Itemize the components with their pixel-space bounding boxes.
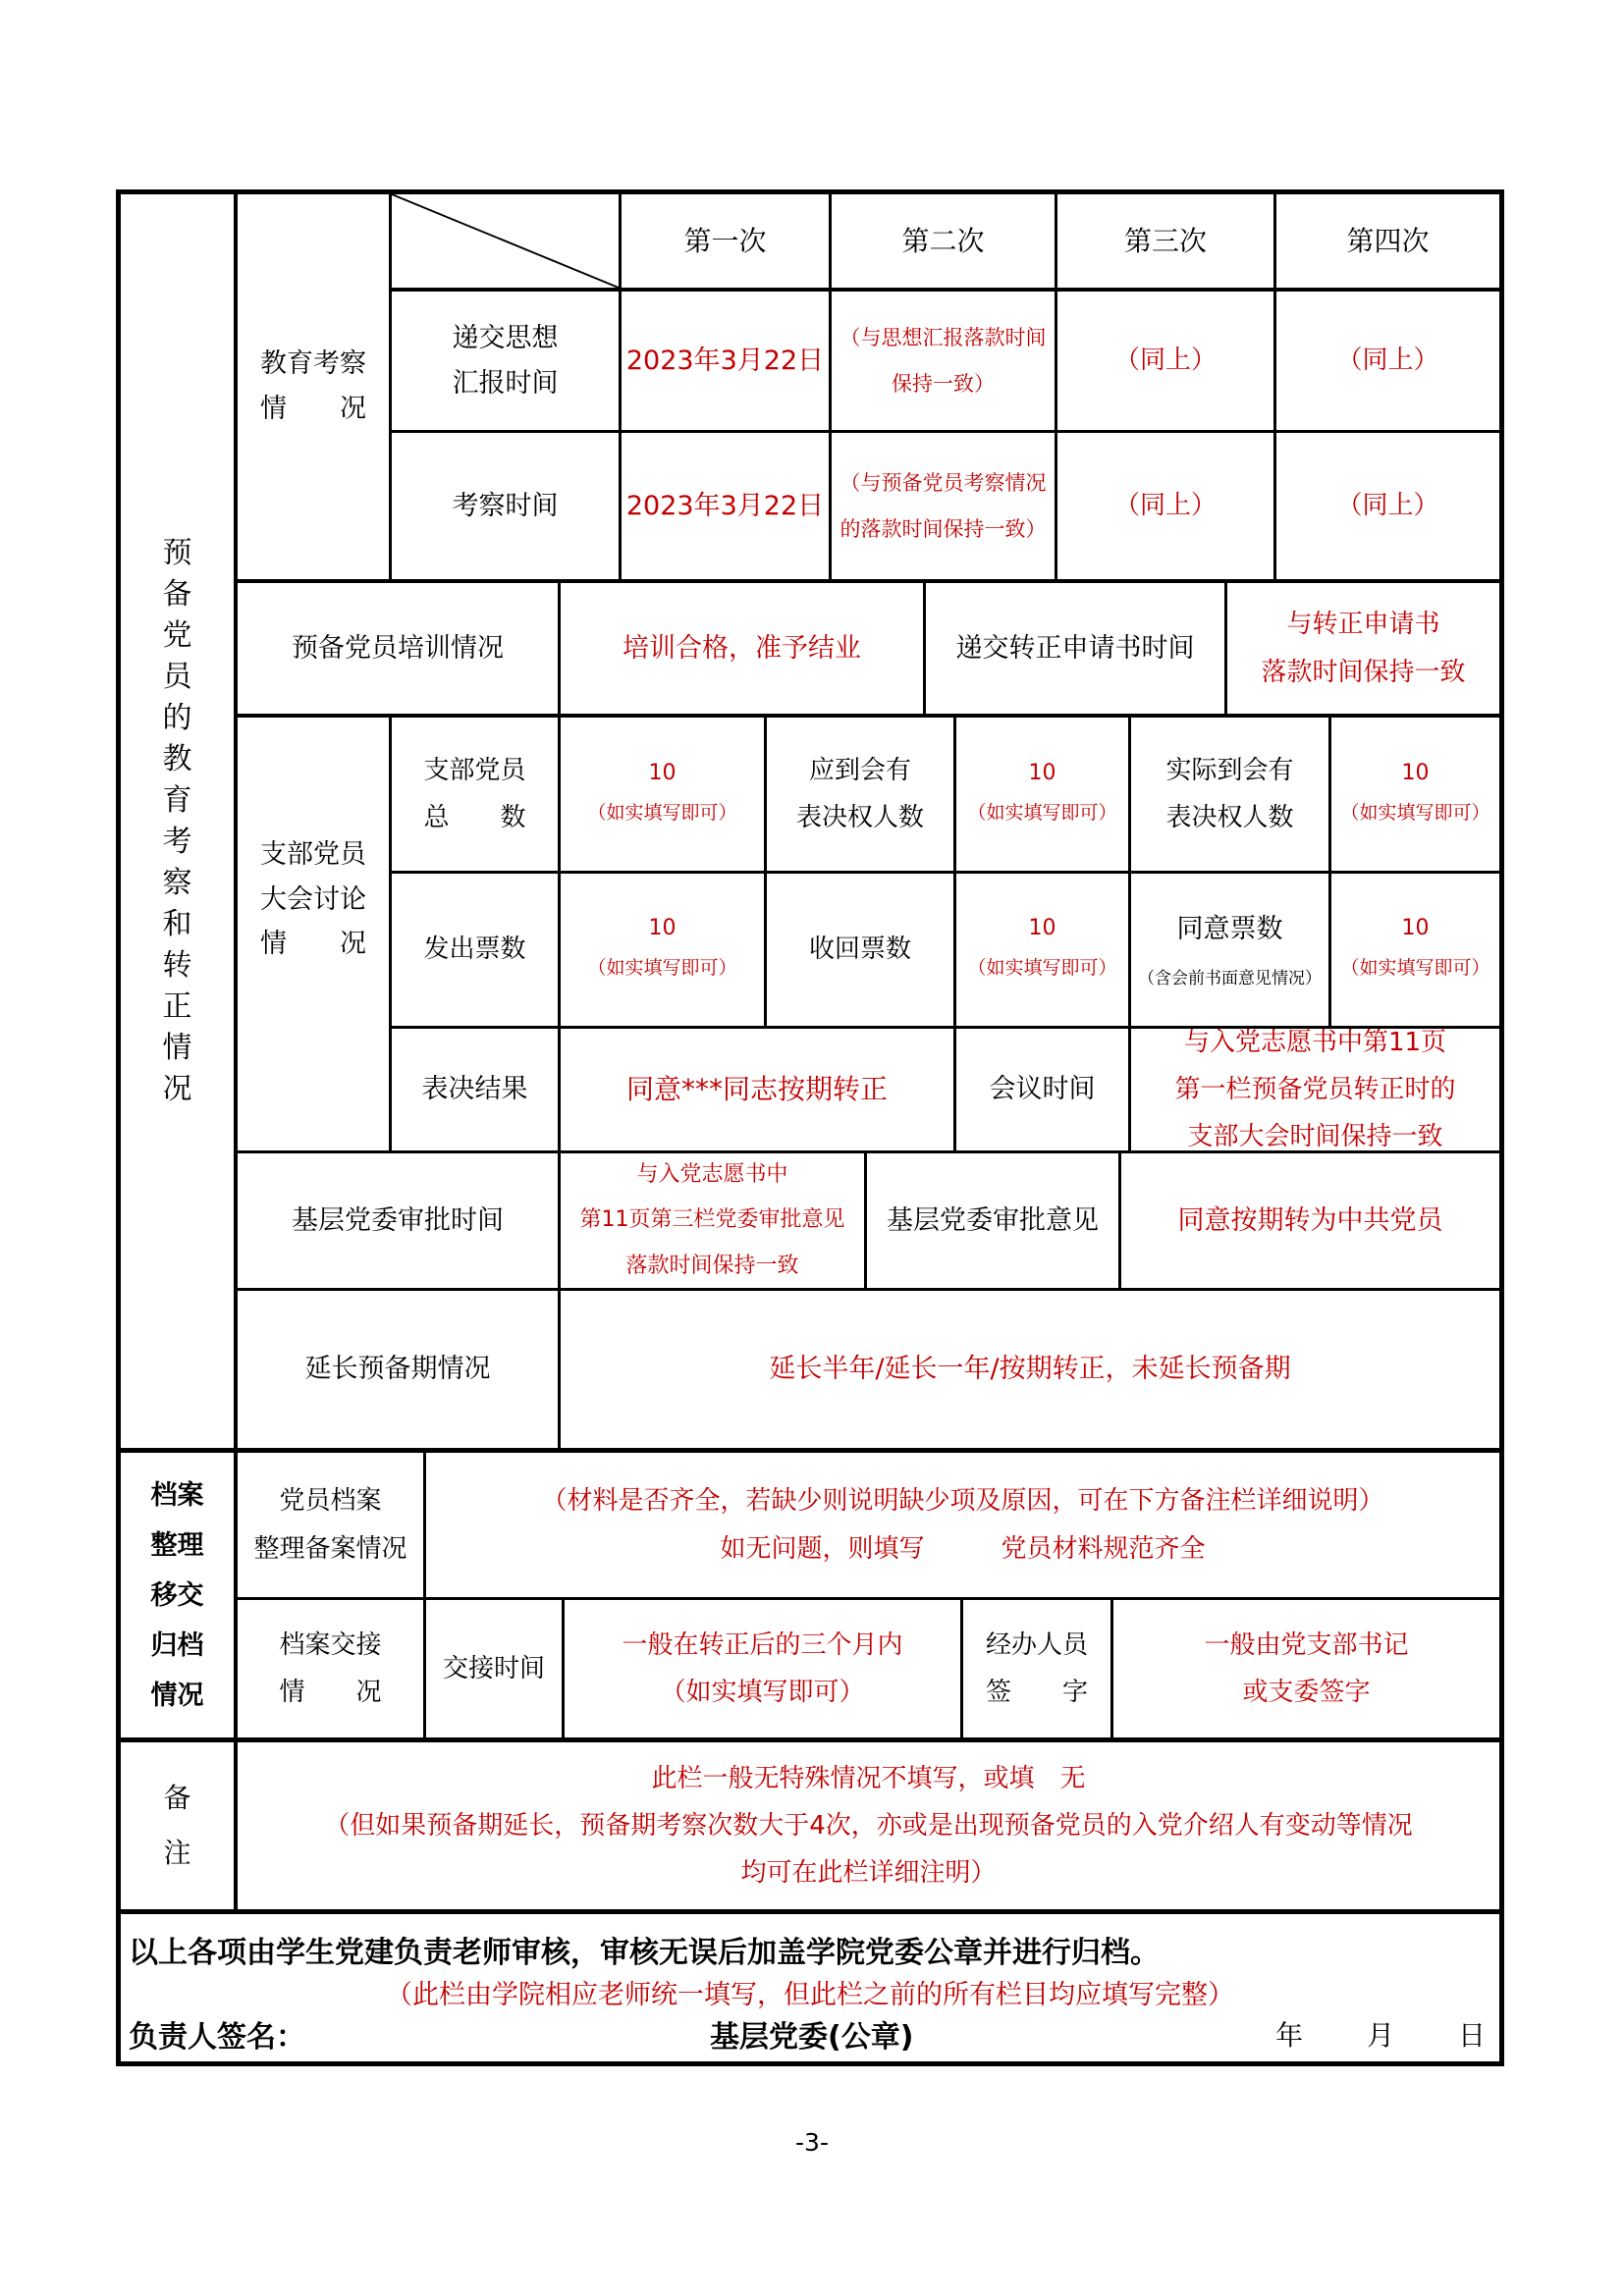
section1-char: 的 bbox=[162, 700, 192, 735]
archive-record-label bbox=[238, 1453, 426, 1600]
returned-ballots-value bbox=[956, 874, 1131, 1029]
present-voters-label bbox=[1131, 718, 1331, 874]
training-label: 预备党员培训情况 bbox=[238, 583, 561, 718]
eligible-voters-number: 10 bbox=[1028, 760, 1056, 785]
handler-signature-label bbox=[963, 1600, 1113, 1742]
inspection-note-line: 的落款时间保持一致） bbox=[839, 516, 1047, 541]
remarks-content bbox=[238, 1742, 1499, 1914]
section-label-archive bbox=[121, 1453, 238, 1742]
present-voters-number: 10 bbox=[1401, 760, 1430, 785]
total-members-line: 总 数 bbox=[423, 803, 526, 832]
section1-char: 考 bbox=[162, 824, 192, 859]
date-fill-in bbox=[1220, 2014, 1486, 2054]
total-members-value bbox=[561, 718, 767, 874]
section1-char: 正 bbox=[162, 988, 192, 1024]
transfer-application-time-label: 递交转正申请书时间 bbox=[926, 583, 1227, 718]
meeting-time-note-line: 第一栏预备党员转正时的 bbox=[1174, 1074, 1456, 1104]
present-voters-line: 表决权人数 bbox=[1165, 803, 1294, 832]
section1-char: 员 bbox=[162, 659, 192, 694]
returned-ballots-note: （如实填写即可） bbox=[967, 957, 1117, 980]
edu-group-label-line: 教育考察 bbox=[260, 348, 366, 380]
meeting-group-line: 支部党员 bbox=[260, 838, 366, 870]
transfer-note-line: 与转正申请书 bbox=[1286, 610, 1440, 640]
audit-signature-band bbox=[121, 1914, 1499, 2061]
issued-ballots-note: （如实填写即可） bbox=[587, 957, 737, 980]
vote-result-value: 同意***同志按期转正 bbox=[561, 1029, 956, 1153]
thought-report-time-2 bbox=[832, 292, 1057, 433]
inspection-time-3: （同上） bbox=[1057, 433, 1276, 583]
section2-line: 情况 bbox=[150, 1680, 204, 1711]
eligible-voters-line: 应到会有 bbox=[808, 755, 911, 785]
section2-line: 移交 bbox=[150, 1579, 204, 1611]
thought-report-time-4: （同上） bbox=[1276, 292, 1499, 433]
section1-char: 党 bbox=[162, 617, 192, 653]
thought-note-line: 保持一致） bbox=[892, 371, 995, 396]
header-attempt-2: 第二次 bbox=[832, 194, 1057, 292]
section2-line: 档案 bbox=[150, 1479, 204, 1511]
meeting-time-note-line: 与入党志愿书中第11页 bbox=[1183, 1027, 1447, 1057]
total-members-number: 10 bbox=[648, 760, 677, 785]
probation-record-table bbox=[116, 189, 1504, 2066]
header-attempt-1: 第一次 bbox=[622, 194, 832, 292]
committee-approval-time-note bbox=[561, 1153, 867, 1291]
approval-time-note-line: 与入党志愿书中 bbox=[636, 1162, 788, 1188]
header-attempt-3: 第三次 bbox=[1057, 194, 1276, 292]
transfer-application-time-note bbox=[1227, 583, 1499, 718]
total-members-line: 支部党员 bbox=[423, 755, 526, 785]
section-label-remarks bbox=[121, 1742, 238, 1914]
section-label-probation-education bbox=[121, 194, 238, 1453]
remarks-label-char: 备 bbox=[163, 1782, 191, 1814]
section1-char: 育 bbox=[162, 782, 192, 818]
month-label: 月 bbox=[1367, 2019, 1395, 2052]
committee-approval-opinion-label: 基层党委审批意见 bbox=[867, 1153, 1121, 1291]
section1-char: 转 bbox=[162, 947, 192, 983]
approval-time-note-line: 第11页第三栏党委审批意见 bbox=[579, 1207, 845, 1233]
agree-votes-title: 同意票数 bbox=[1176, 913, 1283, 944]
committee-approval-opinion-value: 同意按期转为中共党员 bbox=[1121, 1153, 1499, 1291]
extension-label: 延长预备期情况 bbox=[238, 1291, 561, 1453]
audit-statement: 以上各项由学生党建负责老师审核，审核无误后加盖学院党委公章并进行归档。 bbox=[129, 1936, 1160, 1970]
handler-signature-note-line: 一般由党支部书记 bbox=[1204, 1629, 1409, 1660]
section1-char: 和 bbox=[162, 906, 192, 941]
eligible-voters-label bbox=[767, 718, 956, 874]
handover-time-note bbox=[565, 1600, 963, 1742]
thought-label-line: 汇报时间 bbox=[452, 367, 559, 399]
diagonal-divider-line bbox=[392, 194, 619, 288]
handler-signature-note-line: 或支委签字 bbox=[1242, 1678, 1371, 1707]
extension-value: 延长半年/延长一年/按期转正，未延长预备期 bbox=[561, 1291, 1499, 1453]
agree-votes-value bbox=[1331, 874, 1499, 1029]
handler-signature-note bbox=[1113, 1600, 1499, 1742]
issued-ballots-label: 发出票数 bbox=[392, 874, 561, 1029]
year-label: 年 bbox=[1275, 2019, 1304, 2052]
meeting-group-line: 情 况 bbox=[260, 929, 366, 960]
handler-signature-line: 签 字 bbox=[985, 1678, 1088, 1707]
total-members-label bbox=[392, 718, 561, 874]
training-result: 培训合格，准予结业 bbox=[561, 583, 926, 718]
agree-votes-label bbox=[1131, 874, 1331, 1029]
edu-group-label-line: 情 况 bbox=[260, 394, 366, 424]
section1-char: 情 bbox=[162, 1030, 192, 1065]
section2-line: 整理 bbox=[150, 1529, 204, 1561]
handover-time-label: 交接时间 bbox=[426, 1600, 565, 1742]
responsible-signature-label: 负责人签名： bbox=[129, 2020, 305, 2055]
inspection-time-1: 2023年3月22日 bbox=[622, 433, 832, 583]
thought-label-line: 递交思想 bbox=[452, 322, 559, 353]
returned-ballots-label: 收回票数 bbox=[767, 874, 956, 1029]
committee-approval-time-label: 基层党委审批时间 bbox=[238, 1153, 561, 1291]
eligible-voters-note: （如实填写即可） bbox=[967, 801, 1117, 824]
eligible-voters-line: 表决权人数 bbox=[795, 803, 924, 832]
transfer-note-line: 落款时间保持一致 bbox=[1261, 657, 1466, 687]
meeting-group-line: 大会讨论 bbox=[260, 883, 366, 915]
edu-inspection-group-label bbox=[238, 194, 392, 583]
issued-ballots-value bbox=[561, 874, 767, 1029]
agree-votes-number: 10 bbox=[1401, 916, 1430, 941]
header-attempt-4: 第四次 bbox=[1276, 194, 1499, 292]
inspection-note-line: （与预备党员考察情况 bbox=[839, 471, 1047, 496]
archive-handover-label bbox=[238, 1600, 426, 1742]
meeting-time-label: 会议时间 bbox=[956, 1029, 1131, 1153]
remarks-line: 此栏一般无特殊情况不填写，或填 无 bbox=[651, 1763, 1086, 1793]
inspection-time-4: （同上） bbox=[1276, 433, 1499, 583]
thought-report-time-3: （同上） bbox=[1057, 292, 1276, 433]
issued-ballots-number: 10 bbox=[648, 916, 677, 941]
page-number: -3- bbox=[795, 2128, 829, 2157]
day-label: 日 bbox=[1457, 2019, 1486, 2052]
archive-record-line: 党员档案 bbox=[279, 1486, 382, 1517]
archive-handover-line: 档案交接 bbox=[279, 1629, 382, 1660]
agree-votes-note: （如实填写即可） bbox=[1340, 957, 1490, 980]
agree-votes-sub: （含会前书面意见情况） bbox=[1138, 968, 1322, 988]
section2-line: 归档 bbox=[150, 1629, 204, 1661]
archive-handover-line: 情 况 bbox=[279, 1678, 382, 1707]
section1-char: 察 bbox=[162, 865, 192, 900]
header-diagonal-cell bbox=[392, 194, 622, 292]
approval-time-note-line: 落款时间保持一致 bbox=[625, 1253, 799, 1278]
inspection-time-label: 考察时间 bbox=[392, 433, 622, 583]
returned-ballots-number: 10 bbox=[1028, 916, 1056, 941]
meeting-time-note-line: 支部大会时间保持一致 bbox=[1187, 1122, 1443, 1152]
audit-note: （此栏由学院相应老师统一填写，但此栏之前的所有栏目均应填写完整） bbox=[386, 1980, 1234, 2010]
section1-char: 教 bbox=[162, 741, 192, 776]
present-voters-value bbox=[1331, 718, 1499, 874]
archive-record-note bbox=[426, 1453, 1499, 1600]
present-voters-note: （如实填写即可） bbox=[1340, 801, 1490, 824]
section1-char: 况 bbox=[162, 1071, 192, 1106]
remarks-line: （但如果预备期延长，预备期考察次数大于4次，亦或是出现预备党员的入党介绍人有变动等情况 bbox=[324, 1810, 1413, 1841]
committee-seal-label: 基层党委(公章) bbox=[710, 2020, 914, 2055]
remarks-label-char: 注 bbox=[163, 1837, 191, 1869]
handover-time-note-line: （如实填写即可） bbox=[660, 1678, 865, 1707]
section1-char: 预 bbox=[162, 535, 192, 570]
total-members-note: （如实填写即可） bbox=[587, 801, 737, 824]
remarks-line: 均可在此栏详细注明） bbox=[740, 1858, 997, 1889]
handover-time-note-line: 一般在转正后的三个月内 bbox=[622, 1629, 903, 1660]
inspection-time-2 bbox=[832, 433, 1057, 583]
archive-record-note-line: （材料是否齐全，若缺少则说明缺少项及原因，可在下方备注栏详细说明） bbox=[541, 1486, 1384, 1517]
vote-result-label: 表决结果 bbox=[392, 1029, 561, 1153]
archive-record-line: 整理备案情况 bbox=[253, 1533, 407, 1564]
section1-char: 备 bbox=[162, 576, 192, 612]
thought-report-time-label bbox=[392, 292, 622, 433]
branch-meeting-group-label bbox=[238, 718, 392, 1153]
thought-note-line: （与思想汇报落款时间 bbox=[839, 326, 1047, 350]
present-voters-line: 实际到会有 bbox=[1165, 755, 1294, 785]
meeting-time-note bbox=[1131, 1029, 1499, 1153]
thought-report-time-1: 2023年3月22日 bbox=[622, 292, 832, 433]
archive-record-note-line: 如无问题，则填写 党员材料规范齐全 bbox=[720, 1533, 1206, 1564]
handler-signature-line: 经办人员 bbox=[985, 1629, 1088, 1660]
eligible-voters-value bbox=[956, 718, 1131, 874]
